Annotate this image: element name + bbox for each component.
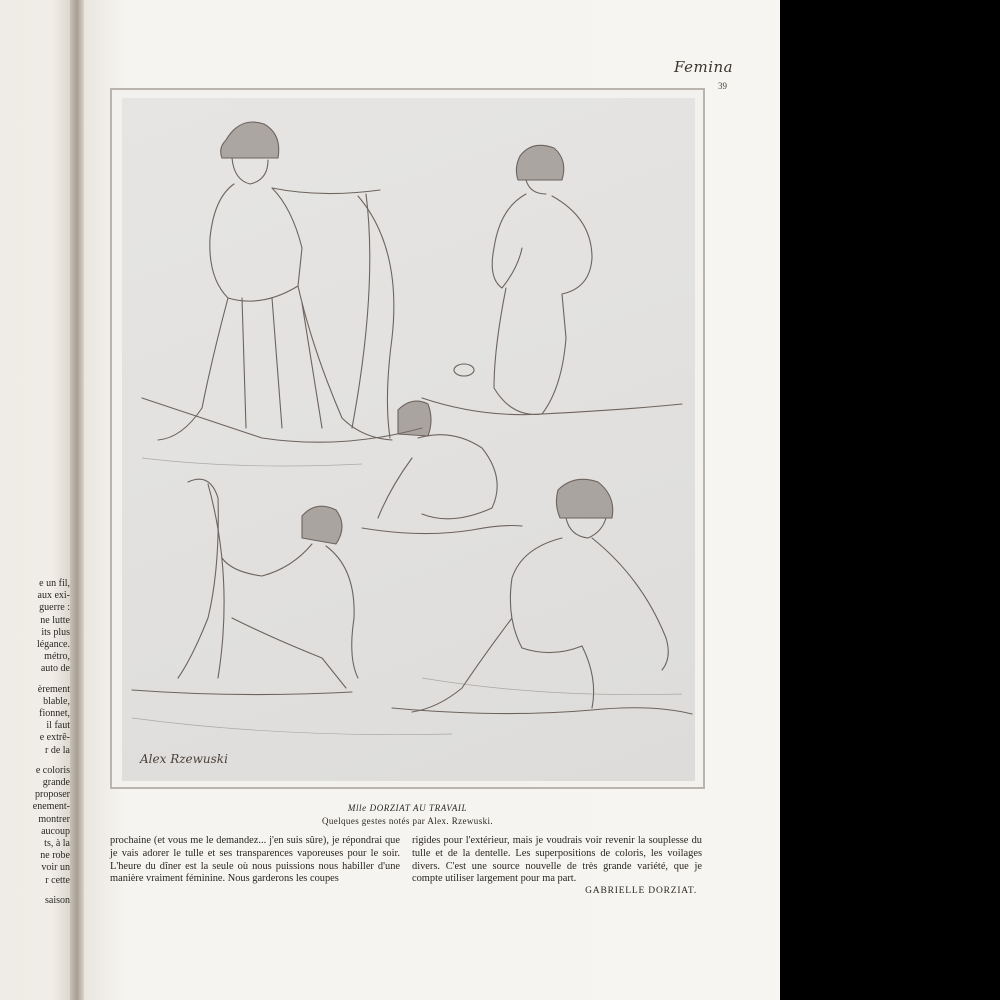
left-page-fragment-line: il faut bbox=[46, 720, 70, 732]
left-page-fragment-line: auto de bbox=[40, 663, 70, 675]
figure-bottom-right bbox=[392, 479, 692, 714]
left-page-fragment-line: ts, à la bbox=[44, 838, 70, 850]
left-page-fragment-line: its plus bbox=[41, 626, 70, 638]
figure-middle bbox=[362, 401, 522, 533]
left-page-text-fragments bbox=[0, 578, 70, 907]
left-page-fragment-line: aucoup bbox=[41, 825, 70, 837]
left-page-fragment-line: grande bbox=[42, 777, 70, 789]
artist-signature: Alex Rzewuski bbox=[140, 752, 228, 766]
paragraph-gap bbox=[0, 757, 70, 765]
left-page-fragment-line: proposer bbox=[35, 789, 70, 801]
left-page-fragment-line: métro, bbox=[44, 651, 70, 663]
article-column-1: prochaine (et vous me le demandez... j'en suis sûre), je répondrai que je vais adorer le tulle et ses transparences vaporeuses pour le soir. L'heure du dîner est la seule où nous puissions nous habiller d'une manière vraiment féminine. Nous garderons les coupes bbox=[110, 835, 400, 885]
article-column-2: rigides pour l'extérieur, mais je voudrais voir revenir la souplesse du tulle et de la dentelle. Les superpositions de coloris, les voilages divers. C'est une source nouvelle de très grande variété, que je compte utiliser largement pour ma part. bbox=[412, 835, 702, 885]
left-page-fragment-line: fionnet, bbox=[39, 708, 70, 720]
left-page-fragment-line: èrement bbox=[37, 683, 70, 695]
left-page-fragment-line: blable, bbox=[43, 695, 70, 707]
left-page-fragment-line: aux exi- bbox=[37, 590, 70, 602]
left-page-fragment-line: montrer bbox=[38, 813, 70, 825]
page-number: 39 bbox=[718, 81, 727, 91]
figure-top-left bbox=[142, 122, 422, 442]
left-page bbox=[0, 0, 74, 1000]
left-page-fragment-line: e coloris bbox=[35, 764, 70, 776]
left-page-fragment-line: r cette bbox=[45, 874, 70, 886]
left-page-fragment-line: voir un bbox=[41, 862, 70, 874]
paragraph-gap bbox=[0, 887, 70, 895]
plate-caption-title: Mlle DORZIAT AU TRAVAIL bbox=[347, 803, 468, 813]
masthead-femina: Femina bbox=[674, 58, 734, 76]
illustration-sketches bbox=[122, 98, 695, 781]
author-signature: GABRIELLE DORZIAT. bbox=[585, 886, 697, 896]
plate-caption-subtitle: Quelques gestes notés par Alex. Rzewuski. bbox=[321, 816, 494, 826]
figure-bottom-left bbox=[132, 479, 358, 694]
left-page-fragment-line: saison bbox=[45, 894, 70, 906]
left-page-fragment-line: légance. bbox=[36, 639, 70, 651]
left-page-fragment-line: ne lutte bbox=[40, 614, 70, 626]
paragraph-gap bbox=[0, 676, 70, 684]
left-page-fragment-line: e extrê- bbox=[39, 732, 70, 744]
left-page-fragment-line: e un fil, bbox=[39, 578, 70, 589]
left-page-fragment-line: ne robe bbox=[40, 850, 70, 862]
left-page-fragment-line: r de la bbox=[45, 744, 70, 756]
left-page-fragment-line: enement- bbox=[32, 801, 70, 813]
book-gutter bbox=[70, 0, 84, 1000]
figure-top-right bbox=[422, 145, 682, 414]
sketch-drawing bbox=[122, 98, 695, 781]
left-page-fragment-line: guerre : bbox=[39, 602, 70, 614]
